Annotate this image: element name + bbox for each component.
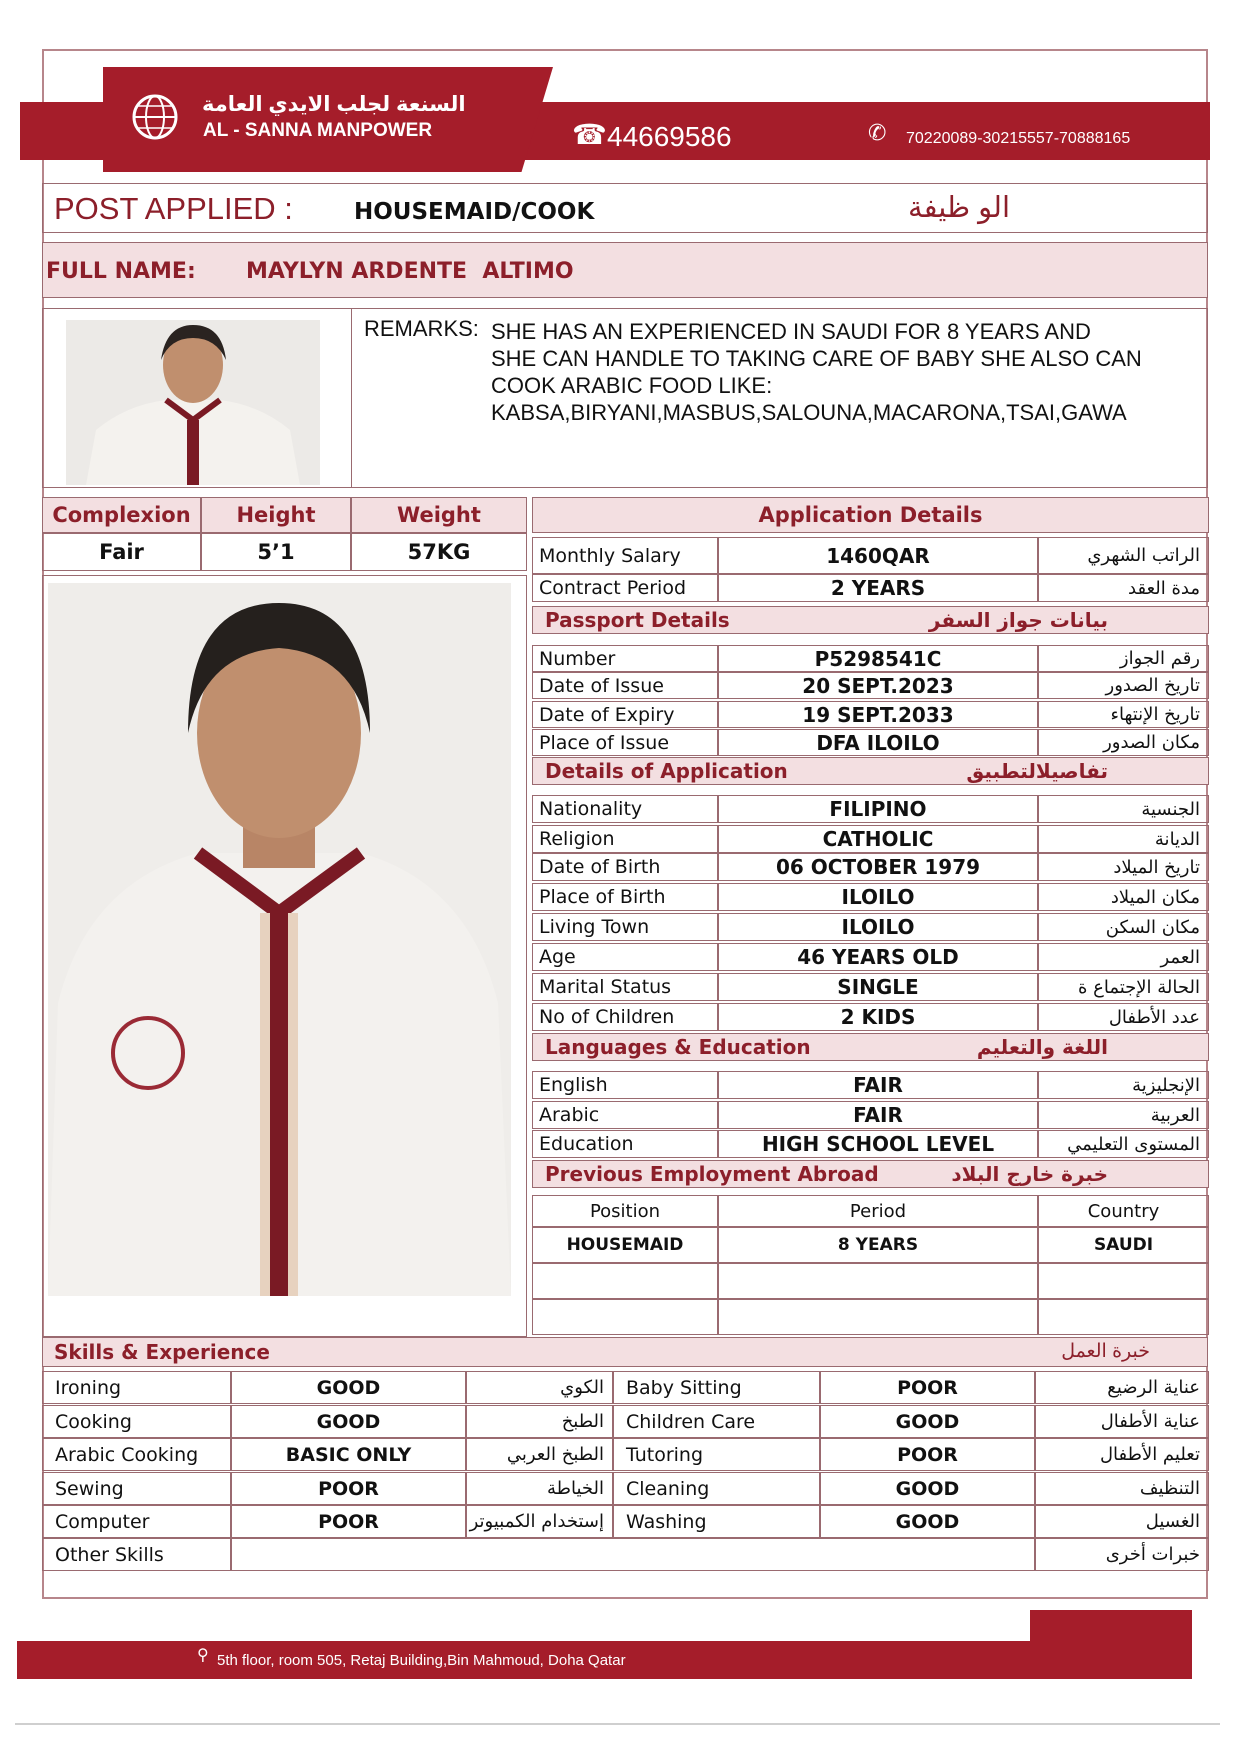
monthly-salary-label: Monthly Salary	[532, 537, 718, 574]
employment-section-title-arabic: خبرة خارج البلاد	[951, 1162, 1108, 1186]
skill-label: Sewing	[42, 1472, 231, 1505]
height-value: 5’1	[201, 533, 351, 571]
remarks-line: COOK ARABIC FOOD LIKE:	[491, 373, 773, 398]
education-label: Education	[532, 1130, 718, 1158]
remarks-label: REMARKS:	[364, 316, 479, 341]
birth-place-label: Place of Birth	[532, 883, 718, 911]
skill-value: POOR	[820, 1438, 1035, 1471]
passport-section-title: Passport Details	[545, 608, 730, 632]
weight-value: 57KG	[351, 533, 527, 571]
skill-label: Ironing	[42, 1371, 231, 1404]
religion-label: Religion	[532, 825, 718, 853]
passport-number-value: P5298541C	[718, 645, 1038, 672]
phone-number: 44669586	[607, 121, 732, 152]
mobile-numbers: 70220089-30215557-70888165	[906, 130, 1131, 147]
monthly-salary-value: 1460QAR	[718, 537, 1038, 574]
employment-cell: HOUSEMAID	[532, 1227, 718, 1263]
post-applied-label: POST APPLIED :	[54, 191, 293, 226]
birth-date-label: Date of Birth	[532, 853, 718, 881]
skills-title-arabic: خبرة العمل	[1061, 1341, 1150, 1362]
skill-value: GOOD	[820, 1405, 1035, 1438]
complexion-header: Complexion	[42, 497, 201, 533]
employment-header-position: Position	[532, 1195, 718, 1227]
skill-label: Tutoring	[613, 1438, 820, 1471]
employment-section-title: Previous Employment Abroad	[545, 1162, 879, 1186]
contract-period-value: 2 YEARS	[718, 574, 1038, 602]
living-town-label: Living Town	[532, 913, 718, 941]
passport-expiry-date-label: Date of Expiry	[532, 701, 718, 728]
location-pin-icon: ⚲	[197, 1647, 209, 1664]
height-header: Height	[201, 497, 351, 533]
employment-cell	[1038, 1263, 1209, 1299]
marital-status-label: Marital Status	[532, 973, 718, 1001]
employment-cell	[718, 1299, 1038, 1335]
education-label-arabic: المستوى التعليمي	[1038, 1130, 1209, 1158]
skill-value: POOR	[820, 1371, 1035, 1404]
passport-issue-place-label-arabic: مكان الصدور	[1038, 729, 1209, 756]
english-label-arabic: الإنجليزية	[1038, 1071, 1209, 1099]
english-label: English	[532, 1071, 718, 1099]
passport-expiry-date-label-arabic: تاريخ الإنتهاء	[1038, 701, 1209, 728]
passport-issue-date-label: Date of Issue	[532, 672, 718, 699]
children-value: 2 KIDS	[718, 1003, 1038, 1031]
arabic-label: Arabic	[532, 1101, 718, 1129]
employment-cell	[1038, 1299, 1209, 1335]
education-value: HIGH SCHOOL LEVEL	[718, 1130, 1038, 1158]
skill-label-arabic: الطبخ العربي	[466, 1438, 613, 1471]
languages-section-header	[532, 1033, 1209, 1061]
skill-label-arabic: الكوي	[466, 1371, 613, 1404]
other-skills-label-arabic: خبرات أخرى	[1035, 1538, 1209, 1571]
page-bottom-rule	[15, 1723, 1220, 1725]
phone-icon: ☎	[572, 119, 607, 150]
photo-divider	[351, 308, 352, 488]
skill-value: POOR	[231, 1505, 466, 1538]
passport-section-header	[532, 606, 1209, 634]
passport-issue-date-label-arabic: تاريخ الصدور	[1038, 672, 1209, 699]
employment-cell: SAUDI	[1038, 1227, 1209, 1263]
marital-status-label-arabic: الحالة الإجتماع ة	[1038, 973, 1209, 1001]
skill-value: BASIC ONLY	[231, 1438, 466, 1471]
details-section-title-arabic: تفاصيلالتطبيق	[966, 759, 1108, 783]
post-applied-value: HOUSEMAID/COOK	[354, 199, 595, 225]
skill-label: Baby Sitting	[613, 1371, 820, 1404]
remarks-line: KABSA,BIRYANI,MASBUS,SALOUNA,MACARONA,TSAI,GAWA	[491, 400, 1127, 425]
birth-place-label-arabic: مكان الميلاد	[1038, 883, 1209, 911]
languages-section-title-arabic: اللغة والتعليم	[976, 1035, 1108, 1059]
skill-label: Washing	[613, 1505, 820, 1538]
age-value: 46 YEARS OLD	[718, 943, 1038, 971]
application-details-header: Application Details	[532, 497, 1209, 533]
contract-period-label-arabic: مدة العقد	[1038, 574, 1209, 602]
skill-value: GOOD	[231, 1371, 466, 1404]
employment-header-period: Period	[718, 1195, 1038, 1227]
passport-section-title-arabic: بيانات جواز السفر	[928, 608, 1108, 632]
remarks-line: SHE CAN HANDLE TO TAKING CARE OF BABY SHE ALSO CAN	[491, 346, 1142, 371]
skill-label: Computer	[42, 1505, 231, 1538]
passport-number-label: Number	[532, 645, 718, 672]
employment-section-header	[532, 1160, 1209, 1188]
skill-value: GOOD	[820, 1472, 1035, 1505]
age-label-arabic: العمر	[1038, 943, 1209, 971]
nationality-label: Nationality	[532, 795, 718, 823]
english-value: FAIR	[718, 1071, 1038, 1099]
monthly-salary-label-arabic: الراتب الشهري	[1038, 537, 1209, 574]
skill-label: Children Care	[613, 1405, 820, 1438]
employment-cell	[532, 1299, 718, 1335]
marital-status-value: SINGLE	[718, 973, 1038, 1001]
skill-value: POOR	[231, 1472, 466, 1505]
skill-label-arabic: الخياطة	[466, 1472, 613, 1505]
skill-label-arabic: الطبخ	[466, 1405, 613, 1438]
full-name-label: FULL NAME:	[46, 259, 196, 284]
skill-label-arabic: عناية الرضيع	[1035, 1371, 1209, 1404]
religion-value: CATHOLIC	[718, 825, 1038, 853]
passport-issue-date-value: 20 SEPT.2023	[718, 672, 1038, 699]
post-applied-label-arabic: الو ظيفة	[908, 192, 1010, 224]
employment-cell	[718, 1263, 1038, 1299]
details-section-title: Details of Application	[545, 759, 788, 783]
remarks-text	[491, 318, 1142, 426]
skill-label: Cleaning	[613, 1472, 820, 1505]
age-label: Age	[532, 943, 718, 971]
mobile-icon: ✆	[868, 120, 887, 145]
children-label: No of Children	[532, 1003, 718, 1031]
footer-address: 5th floor, room 505, Retaj Building,Bin Mahmoud, Doha Qatar	[217, 1652, 626, 1669]
skill-label: Arabic Cooking	[42, 1438, 231, 1471]
passport-expiry-date-value: 19 SEPT.2033	[718, 701, 1038, 728]
complexion-value: Fair	[42, 533, 201, 571]
nationality-label-arabic: الجنسية	[1038, 795, 1209, 823]
employment-header-country: Country	[1038, 1195, 1209, 1227]
skill-label-arabic: التنظيف	[1035, 1472, 1209, 1505]
remarks-line: SHE HAS AN EXPERIENCED IN SAUDI FOR 8 YEARS AND	[491, 319, 1091, 344]
skill-label-arabic: الغسيل	[1035, 1505, 1209, 1538]
birth-date-label-arabic: تاريخ الميلاد	[1038, 853, 1209, 881]
full-name-value: MAYLYN ARDENTE ALTIMO	[246, 259, 574, 284]
skill-value: GOOD	[231, 1405, 466, 1438]
religion-label-arabic: الديانة	[1038, 825, 1209, 853]
footer-band-tab	[1030, 1610, 1192, 1679]
passport-number-label-arabic: رقم الجواز	[1038, 645, 1209, 672]
children-label-arabic: عدد الأطفال	[1038, 1003, 1209, 1031]
skills-title: Skills & Experience	[54, 1340, 270, 1364]
birth-place-value: ILOILO	[718, 883, 1038, 911]
nationality-value: FILIPINO	[718, 795, 1038, 823]
applicant-photo-small	[66, 320, 320, 485]
brand-name-arabic: السنعة لجلب الايدي العامة	[202, 93, 466, 116]
skill-label-arabic: عناية الأطفال	[1035, 1405, 1209, 1438]
weight-header: Weight	[351, 497, 527, 533]
skill-label-arabic: تعليم الأطفال	[1035, 1438, 1209, 1471]
brand-name: AL - SANNA MANPOWER	[203, 120, 433, 141]
skill-label: Cooking	[42, 1405, 231, 1438]
details-section-header	[532, 757, 1209, 785]
employment-cell: 8 YEARS	[718, 1227, 1038, 1263]
employment-cell	[532, 1263, 718, 1299]
languages-section-title: Languages & Education	[545, 1035, 811, 1059]
applicant-photo	[48, 583, 511, 1296]
passport-issue-place-value: DFA ILOILO	[718, 729, 1038, 756]
contract-period-label: Contract Period	[532, 574, 718, 602]
passport-issue-place-label: Place of Issue	[532, 729, 718, 756]
logo-globe-icon	[130, 92, 180, 142]
other-skills-label: Other Skills	[42, 1538, 231, 1571]
living-town-value: ILOILO	[718, 913, 1038, 941]
birth-date-value: 06 OCTOBER 1979	[718, 853, 1038, 881]
arabic-label-arabic: العربية	[1038, 1101, 1209, 1129]
other-skills-value	[231, 1538, 1035, 1571]
skill-value: GOOD	[820, 1505, 1035, 1538]
arabic-value: FAIR	[718, 1101, 1038, 1129]
skill-label-arabic: إستخدام الكمبيوتر	[466, 1505, 613, 1538]
full-name-row	[42, 242, 1208, 298]
living-town-label-arabic: مكان السكن	[1038, 913, 1209, 941]
